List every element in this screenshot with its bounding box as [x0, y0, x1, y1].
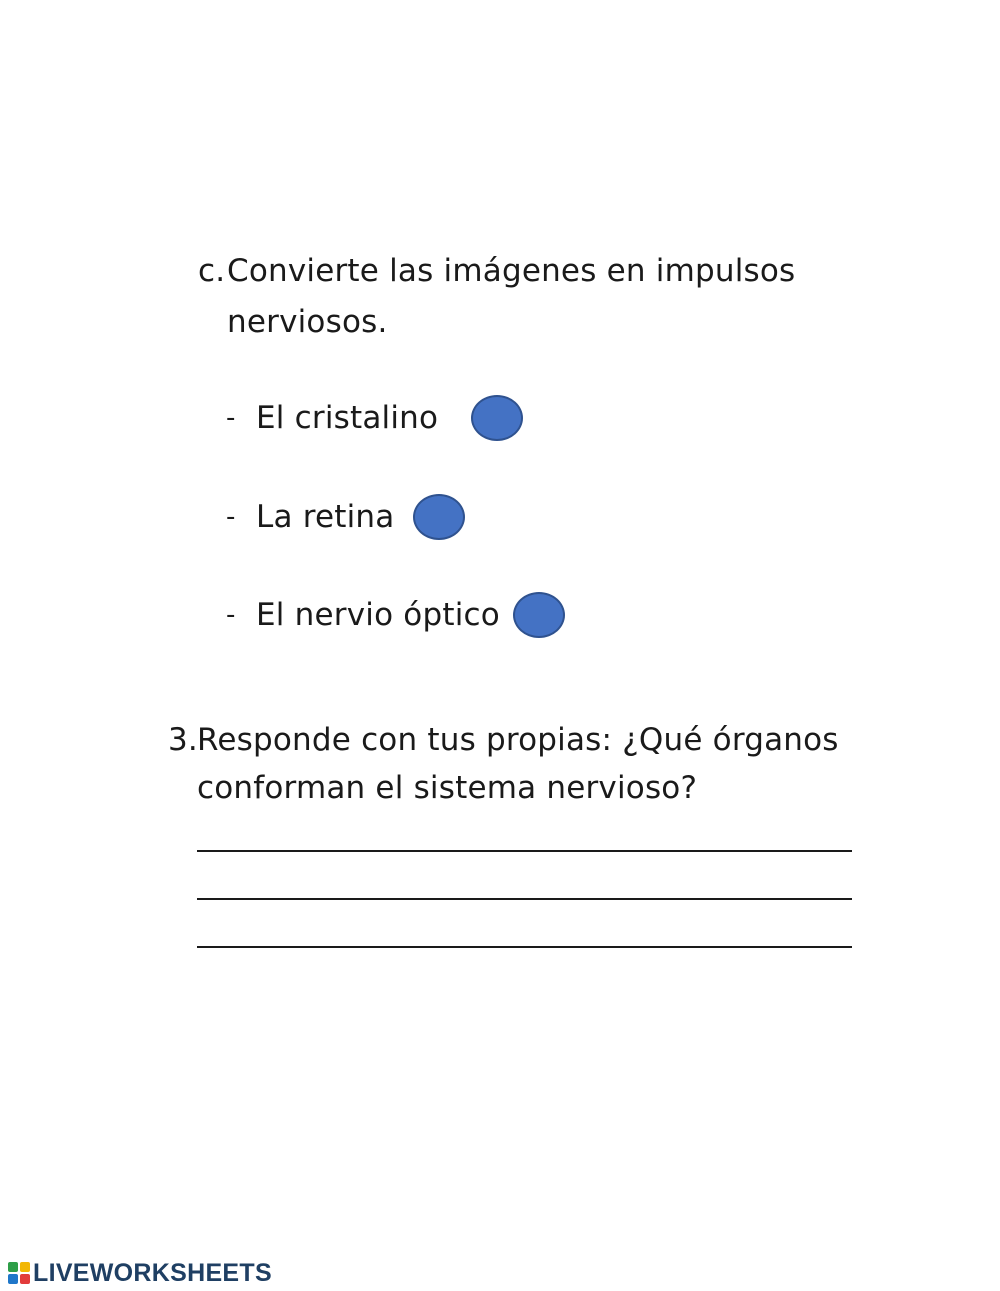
logo-square-icon: [20, 1262, 30, 1272]
answer-line-3[interactable]: [197, 946, 852, 948]
logo-square-icon: [8, 1274, 18, 1284]
option-dash: -: [226, 403, 236, 433]
option-dash: -: [226, 600, 236, 630]
option-label-retina: La retina: [256, 499, 395, 535]
question-c-text-line2: nerviosos.: [227, 304, 388, 340]
option-label-nervio-optico: El nervio óptico: [256, 597, 500, 633]
answer-line-2[interactable]: [197, 898, 852, 900]
liveworksheets-logo-text: LIVEWORKSHEETS: [33, 1258, 272, 1287]
question-3-text-line2: conforman el sistema nervioso?: [197, 770, 698, 806]
liveworksheets-logo-icon: [8, 1262, 30, 1284]
option-radio-cristalino[interactable]: [471, 395, 523, 441]
liveworksheets-logo: [8, 1259, 272, 1287]
logo-square-icon: [20, 1274, 30, 1284]
question-3-number: 3.: [168, 722, 198, 758]
question-c-letter: c.: [198, 253, 226, 289]
option-dash: -: [226, 502, 236, 532]
logo-square-icon: [8, 1262, 18, 1272]
option-radio-retina[interactable]: [413, 494, 465, 540]
option-label-cristalino: El cristalino: [256, 400, 439, 436]
answer-line-1[interactable]: [197, 850, 852, 852]
question-c-text-line1: Convierte las imágenes en impulsos: [227, 253, 796, 289]
question-3-text-line1: Responde con tus propias: ¿Qué órganos: [197, 722, 839, 758]
option-radio-nervio-optico[interactable]: [513, 592, 565, 638]
